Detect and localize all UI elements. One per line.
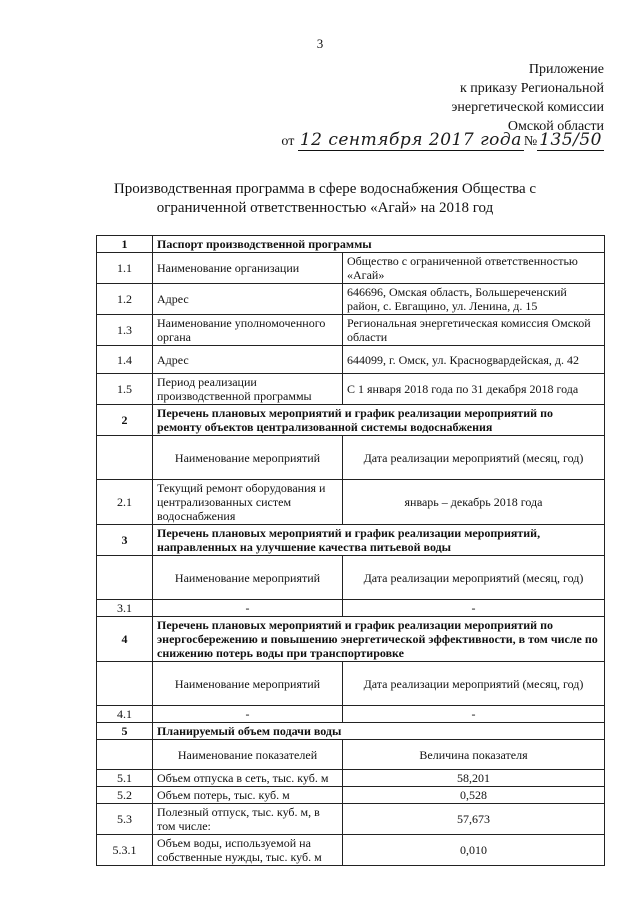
column-header-value: Величина показателя: [343, 740, 605, 770]
row-date: -: [343, 600, 605, 617]
section-4-column-header: [97, 662, 605, 706]
row-value: 0,528: [343, 787, 605, 804]
order-date-number: [281, 130, 604, 150]
row-name: Текущий ремонт оборудования и централизованных систем водоснабжения: [153, 480, 343, 525]
row-number: 5.3: [97, 804, 153, 835]
row-number: 1.3: [97, 315, 153, 346]
table-row: [97, 600, 605, 617]
row-name: -: [153, 600, 343, 617]
table-row: [97, 706, 605, 723]
title-line-1: Производственная программа в сфере водоснабжения Общества с: [113, 181, 537, 197]
table-row: [97, 480, 605, 525]
row-number: 1.1: [97, 253, 153, 284]
section-4-heading: Перечень плановых мероприятий и график реализации мероприятий по энергосбережению и повышению энергетической эффективности, в том числе по снижению потерь воды при транспортировке: [153, 617, 605, 662]
row-number: 1.4: [97, 346, 153, 374]
column-header-date-text: Дата реализации мероприятий (месяц, год): [363, 450, 584, 465]
table-row: [97, 804, 605, 835]
table-row: [97, 835, 605, 866]
section-5-column-header: [97, 740, 605, 770]
column-header-date: Дата реализации мероприятий (месяц, год): [343, 662, 605, 706]
table-row: [97, 315, 605, 346]
table-row: [97, 787, 605, 804]
program-table: [96, 235, 605, 866]
section-4-number: 4: [97, 617, 153, 662]
empty-cell: [97, 436, 153, 480]
row-label: Адрес: [153, 346, 343, 374]
row-number: 2.1: [97, 480, 153, 525]
row-value: 646696, Омская область, Большереченский район, с. Евгащино, ул. Ленина, д. 15: [343, 284, 605, 315]
row-value: 0,010: [343, 835, 605, 866]
order-date-handwritten: 12 сентября 2017 года: [299, 130, 522, 150]
row-number: 1.5: [97, 374, 153, 405]
section-5-header: [97, 723, 605, 740]
row-label: Период реализации производственной программы: [153, 374, 343, 405]
section-3-header: [97, 525, 605, 556]
row-name: Объем отпуска в сеть, тыс. куб. м: [153, 770, 343, 787]
row-number: 4.1: [97, 706, 153, 723]
row-date: январь – декабрь 2018 года: [343, 480, 605, 525]
appendix-line-4: Омской области: [507, 119, 604, 134]
row-label: Наименование уполномоченного органа: [153, 315, 343, 346]
row-number: 5.2: [97, 787, 153, 804]
section-2-heading: Перечень плановых мероприятий и график реализации мероприятий по ремонту объектов централизованной системы водоснабжения: [153, 405, 605, 436]
appendix-line-3: энергетической комиссии: [451, 100, 604, 115]
table-row: [97, 346, 605, 374]
column-header-date: Дата реализации мероприятий (месяц, год): [343, 556, 605, 600]
row-number: 5.1: [97, 770, 153, 787]
row-name: Объем воды, используемой на собственные нужды, тыс. куб. м: [153, 835, 343, 866]
section-3-number: 3: [97, 525, 153, 556]
column-header-date: [343, 436, 605, 480]
row-value: С 1 января 2018 года по 31 декабря 2018 года: [343, 374, 605, 405]
row-value: 58,201: [343, 770, 605, 787]
page-number: 3: [316, 36, 324, 51]
column-header-name: [153, 436, 343, 480]
appendix-line-1: Приложение: [528, 62, 604, 77]
section-2-column-header: [97, 436, 605, 480]
table-row: [97, 284, 605, 315]
table-row: [97, 770, 605, 787]
row-value: 644099, г. Омск, ул. Краснogвардейская, д. 42: [343, 346, 605, 374]
row-date: -: [343, 706, 605, 723]
order-number-handwritten: 135/50: [539, 130, 602, 150]
column-header-name: Наименование показателей: [153, 740, 343, 770]
column-header-name-text: Наименование мероприятий: [174, 450, 321, 465]
row-value: Общество с ограниченной ответственностью «Агай»: [343, 253, 605, 284]
section-4-header: [97, 617, 605, 662]
empty-cell: [97, 556, 153, 600]
section-2-number: 2: [97, 405, 153, 436]
order-number-sign: №: [523, 134, 538, 149]
section-5-number: 5: [97, 723, 153, 740]
section-1-header: [97, 236, 605, 253]
section-1-heading: Паспорт производственной программы: [153, 236, 605, 253]
row-value: Региональная энергетическая комиссия Омской области: [343, 315, 605, 346]
section-3-column-header: [97, 556, 605, 600]
row-name: Объем потерь, тыс. куб. м: [153, 787, 343, 804]
document-title: [90, 180, 560, 218]
table-row: [97, 374, 605, 405]
row-value: 57,673: [343, 804, 605, 835]
section-2-header: [97, 405, 605, 436]
row-label: Наименование организации: [153, 253, 343, 284]
row-number: 1.2: [97, 284, 153, 315]
title-line-2: ограниченной ответственностью «Агай» на 2018 год: [156, 200, 494, 216]
table-row: [97, 253, 605, 284]
appendix-line-2: к приказу Региональной: [459, 81, 604, 96]
appendix-block: [451, 60, 604, 136]
row-name: -: [153, 706, 343, 723]
section-5-heading: Планируемый объем подачи воды: [153, 723, 605, 740]
row-number: 3.1: [97, 600, 153, 617]
empty-cell: [97, 662, 153, 706]
column-header-name: Наименование мероприятий: [153, 662, 343, 706]
empty-cell: [97, 740, 153, 770]
section-1-number: 1: [97, 236, 153, 253]
row-name: Полезный отпуск, тыс. куб. м, в том числе:: [153, 804, 343, 835]
section-3-heading: Перечень плановых мероприятий и график реализации мероприятий, направленных на улучшение качества питьевой воды: [153, 525, 605, 556]
column-header-name: Наименование мероприятий: [153, 556, 343, 600]
order-prefix: от: [281, 134, 295, 149]
row-label: Адрес: [153, 284, 343, 315]
row-number: 5.3.1: [97, 835, 153, 866]
